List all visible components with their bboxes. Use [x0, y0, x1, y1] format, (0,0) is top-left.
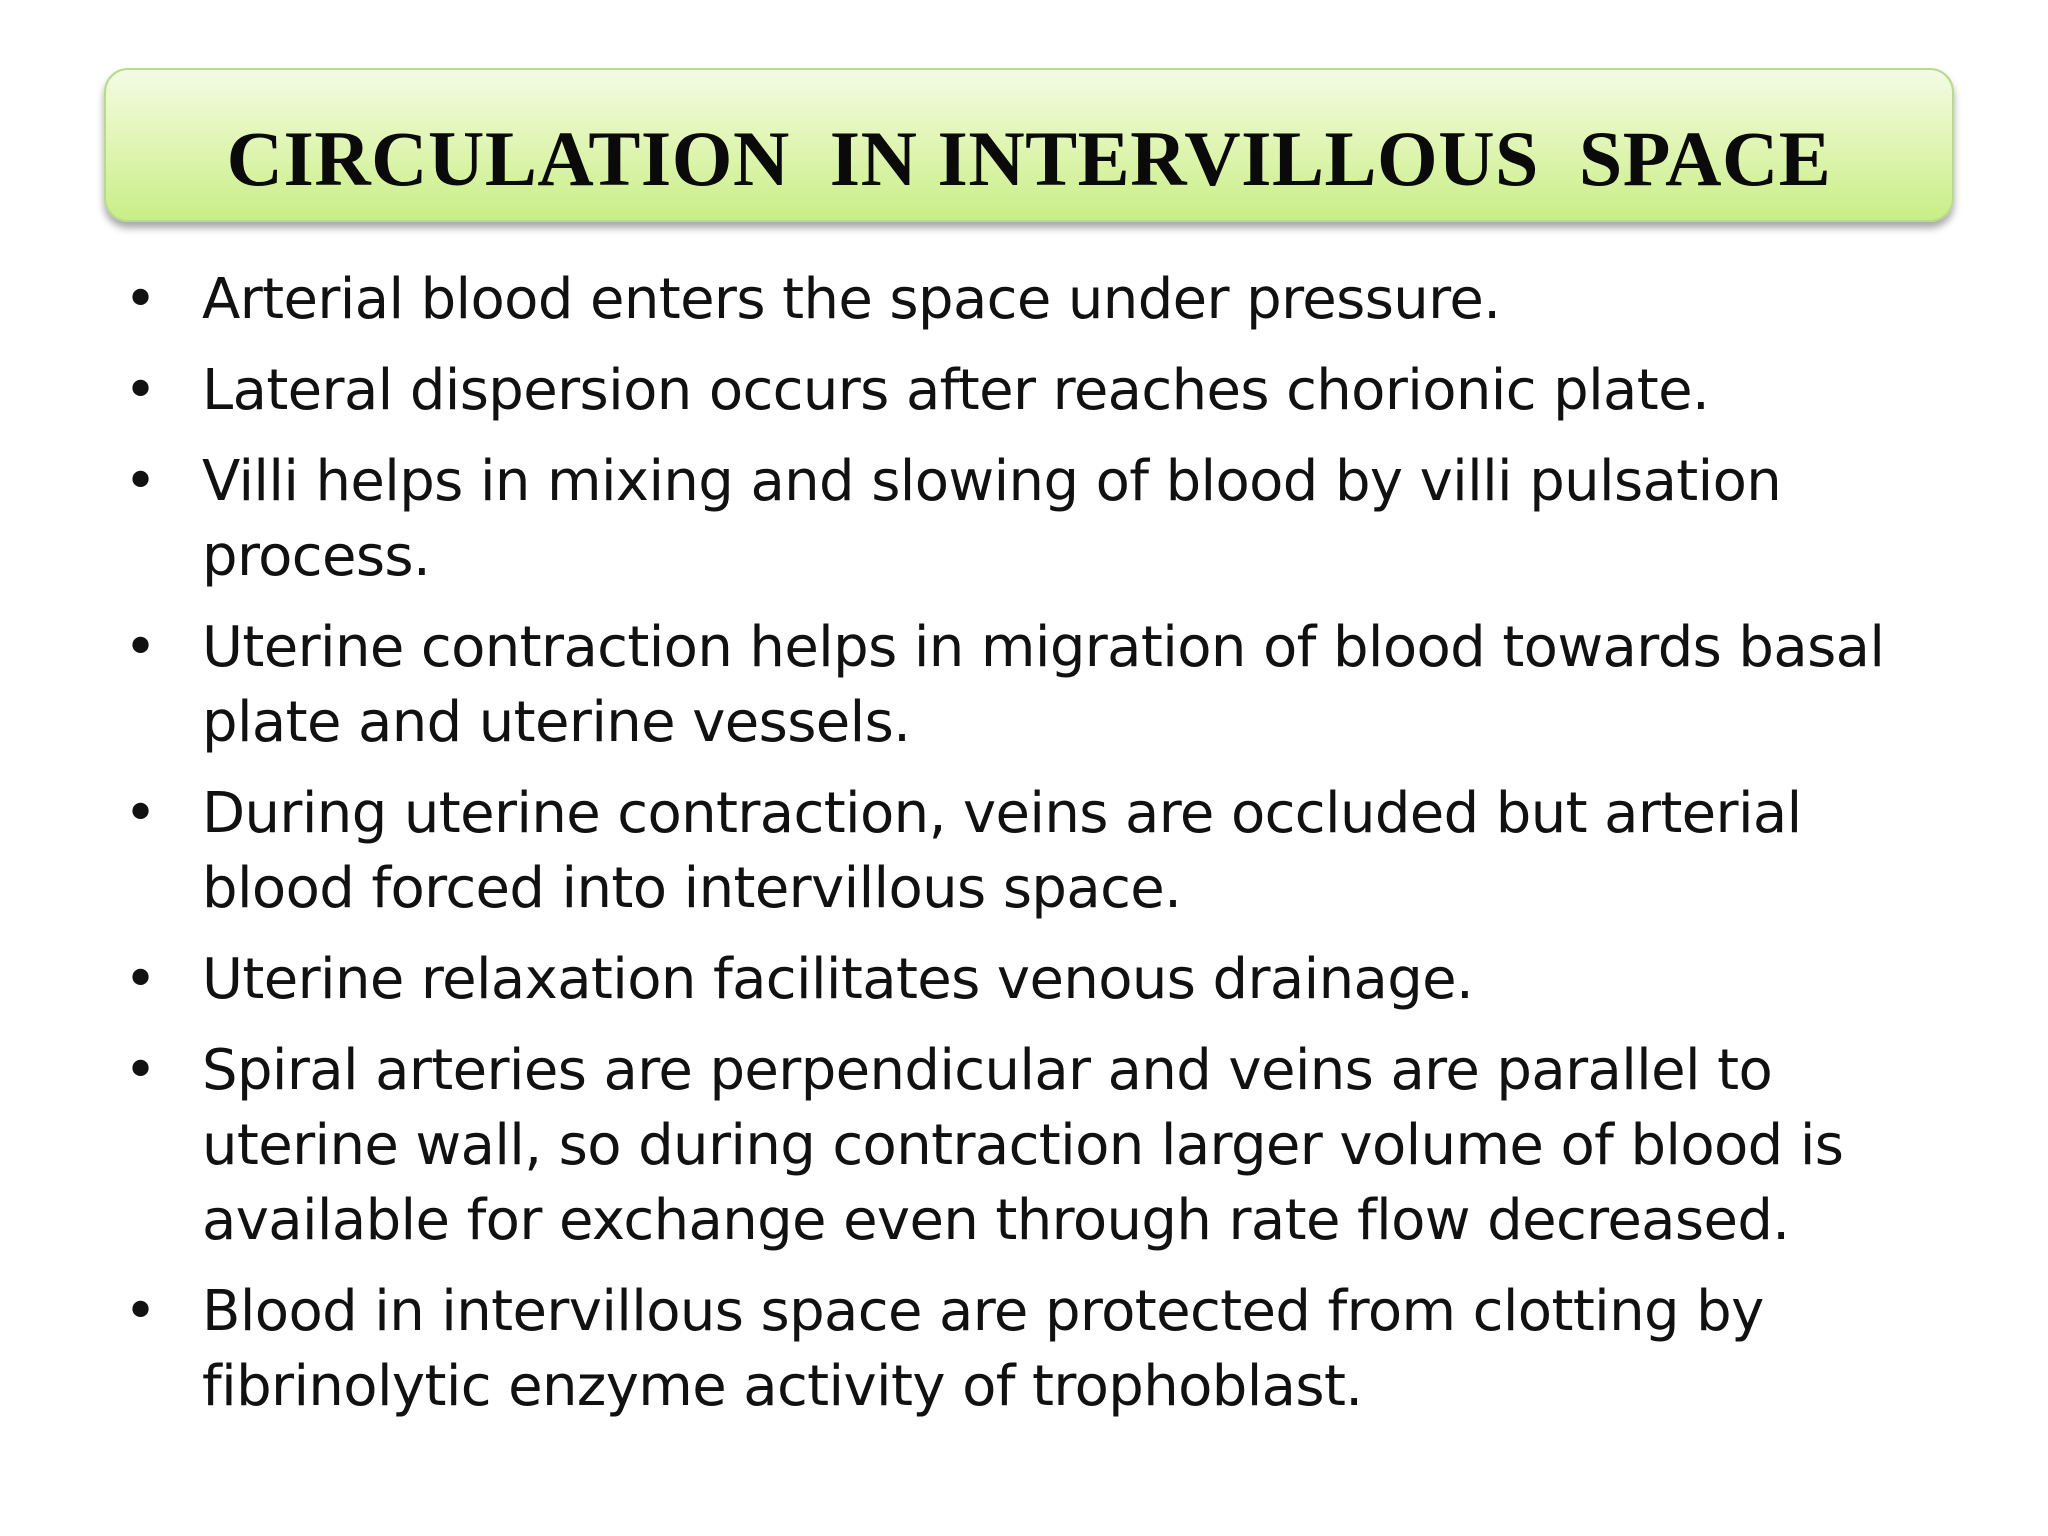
list-item	[118, 353, 1948, 428]
title-banner	[104, 68, 1954, 222]
bullet-dot-icon: •	[124, 781, 157, 846]
bullet-text: Spiral arteries are perpendicular and veins are parallel to uterine wall, so during contraction larger volume of blood is available for exchange even through rate flow decreased.	[202, 1038, 1844, 1253]
slide-title: CIRCULATION IN INTERVILLOUS SPACE	[226, 115, 1832, 202]
bullet-dot-icon: •	[124, 267, 157, 332]
bullet-dot-icon: •	[124, 1038, 157, 1103]
bullet-dot-icon: •	[124, 615, 157, 680]
list-item	[118, 776, 1948, 926]
bullet-text: During uterine contraction, veins are occluded but arterial blood forced into intervillous space.	[202, 781, 1802, 921]
bullet-text: Arterial blood enters the space under pressure.	[202, 267, 1501, 332]
list-item	[118, 1274, 1948, 1424]
bullet-text: Uterine contraction helps in migration of blood towards basal plate and uterine vessels.	[202, 615, 1885, 755]
list-item	[118, 1033, 1948, 1258]
list-item	[118, 610, 1948, 760]
list-item	[118, 262, 1948, 337]
bullet-dot-icon: •	[124, 947, 157, 1012]
bullet-text: Blood in intervillous space are protected from clotting by fibrinolytic enzyme activity of trophoblast.	[202, 1279, 1764, 1419]
list-item	[118, 942, 1948, 1017]
bullet-list	[118, 262, 1948, 1440]
bullet-dot-icon: •	[124, 449, 157, 514]
bullet-dot-icon: •	[124, 358, 157, 423]
list-item	[118, 444, 1948, 594]
bullet-text: Uterine relaxation facilitates venous drainage.	[202, 947, 1474, 1012]
bullet-dot-icon: •	[124, 1279, 157, 1344]
bullet-text: Villi helps in mixing and slowing of blood by villi pulsation process.	[202, 449, 1782, 589]
bullet-text: Lateral dispersion occurs after reaches chorionic plate.	[202, 358, 1710, 423]
